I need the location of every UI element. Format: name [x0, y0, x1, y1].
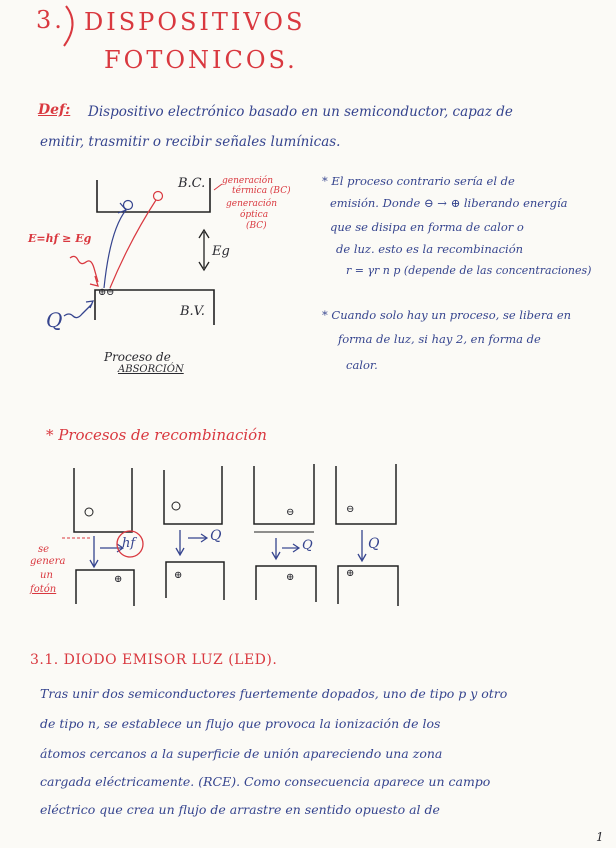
hole-panel1: ⊕: [114, 574, 123, 585]
section-number: 3.: [36, 6, 65, 34]
section-title-line1: DISPOSITIVOS: [84, 8, 306, 36]
hole-panel3: ⊕: [286, 572, 295, 583]
electron-panel3: ⊖: [286, 507, 295, 518]
bc-label: B.C.: [178, 176, 206, 191]
note1-line4: de luz. esto es la recombinación: [336, 242, 524, 256]
side-note-4: fotón: [30, 584, 57, 595]
note2-line1: * Cuando solo hay un proceso, se libera en: [322, 308, 572, 322]
led-line1: Tras unir dos semiconductores fuertemente dopados, uno de tipo p y otro: [40, 686, 508, 701]
absorption-caption-2: ABSORCIÓN: [118, 364, 184, 375]
definition-label: Def:: [38, 102, 71, 118]
led-line4: cargada eléctricamente. (RCE). Como consecuencia aparece un campo: [40, 774, 491, 789]
note1-line3: que se disipa en forma de calor o: [330, 220, 524, 234]
note1-line1: * El proceso contrario sería el de: [322, 174, 515, 188]
gap-label: Eg: [212, 244, 230, 259]
photon-label: hf: [122, 536, 136, 551]
note-thermal-1: generación: [222, 176, 274, 186]
note-optical-2: óptica: [240, 210, 269, 220]
side-note-3: un: [40, 570, 53, 581]
note1-line2: emisión. Donde ⊖ → ⊕ liberando energía: [330, 196, 568, 210]
led-title: 3.1. DIODO EMISOR LUZ (LED).: [30, 652, 278, 668]
section-title-line2: FOTONICOS.: [104, 46, 298, 74]
hole-panel4: ⊕: [346, 568, 355, 579]
energy-label: E=hf ≥ Eg: [28, 232, 92, 245]
led-line3: átomos cercanos a la superficie de unión apareciendo una zona: [40, 746, 443, 761]
definition-line1: Dispositivo electrónico basado en un semiconductor, capaz de: [88, 104, 513, 120]
note2-line3: calor.: [346, 358, 378, 372]
electron-symbol-vb: ⊖: [106, 287, 115, 298]
heat-label-panel4: Q: [368, 536, 380, 552]
led-line5: eléctrico que crea un flujo de arrastre en sentido opuesto al de: [40, 802, 440, 817]
page-number: 1: [596, 830, 604, 844]
recombination-title: * Procesos de recombinación: [46, 426, 267, 444]
led-line2: de tipo n, se establece un flujo que provoca la ionización de los: [40, 716, 441, 731]
electron-panel4: ⊖: [346, 504, 355, 515]
note-optical-3: (BC): [246, 221, 267, 231]
note-optical-1: generación: [226, 199, 278, 209]
heat-label-panel3: Q: [302, 538, 313, 553]
hole-symbol: ⊕: [98, 287, 107, 298]
definition-line2: emitir, trasmitir o recibir señales lumínicas.: [40, 134, 341, 150]
bv-label: B.V.: [180, 304, 205, 319]
light-label: Q: [46, 308, 63, 332]
note1-line5: r = γr n p (depende de las concentraciones): [346, 264, 592, 277]
heat-label-panel2: Q: [210, 528, 222, 544]
note-thermal-2: térmica (BC): [232, 186, 291, 196]
side-note-2: genera: [30, 556, 66, 567]
hole-panel2: ⊕: [174, 570, 183, 581]
note2-line2: forma de luz, si hay 2, en forma de: [338, 332, 541, 346]
side-note-1: se: [38, 544, 50, 555]
absorption-caption-1: Proceso de: [104, 350, 171, 364]
